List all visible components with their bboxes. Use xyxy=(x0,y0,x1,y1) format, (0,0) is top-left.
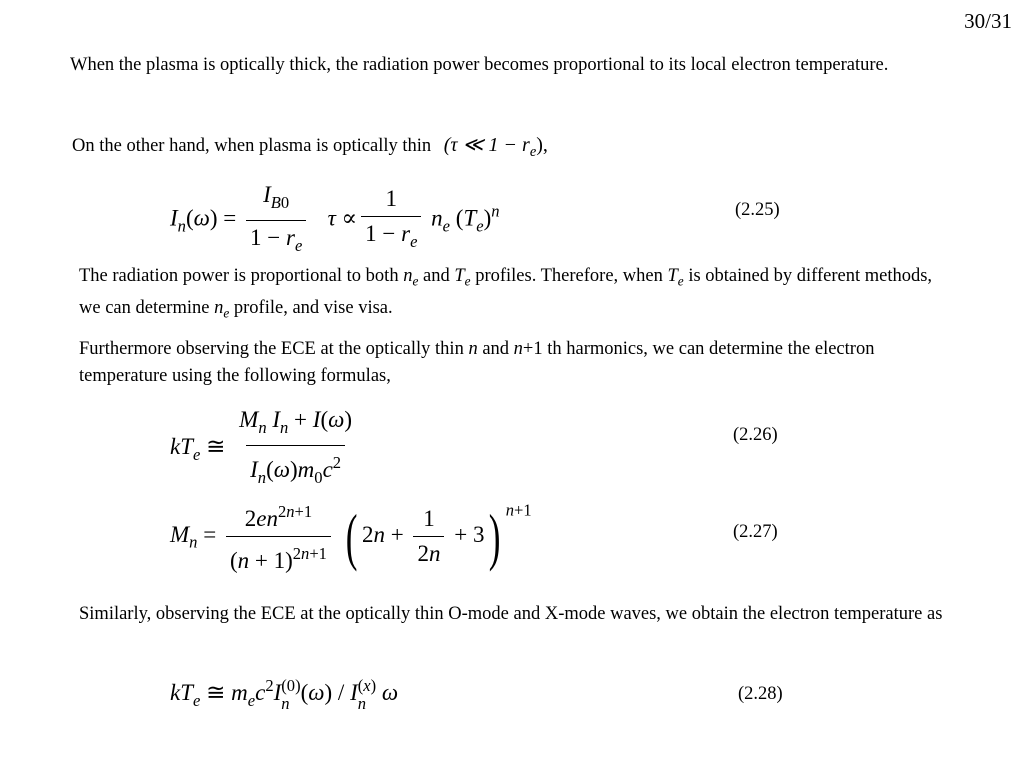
optically-thin-condition: (τ ≪ $1 - r_e$), xyxy=(443,134,548,161)
page-number: 30/31 xyxy=(964,9,1012,33)
paragraph-optically-thin xyxy=(72,132,548,166)
paragraph-o-x-mode: Similarly, observing the ECE at the optically thin O-mode and X-mode waves, we obtain the electron temperature as xyxy=(79,604,943,624)
equation-2-26: $kT_e$ ≅ $\frac{M_n I_n + I(\omega)}{I_n(\omega)m_0c^2}$ xyxy=(170,405,360,493)
equation-2-25: $I_n(\omega)$ = $\frac{I_{B0}}{1 - r_e}$ τ ∝ $\frac{1}{1 - r_e}$ $n_e$ $(T_e)^n$ xyxy=(170,180,500,261)
equation-number-2-28: (2.28) xyxy=(738,684,783,704)
paragraph-radiation-power: The radiation power is proportional to both $n_e$ and $T_e$ profiles. Therefore, when $T_e$ is obtained by different methods, we can determine $n_e$ profile, and vise visa. xyxy=(79,266,933,321)
equation-number-2-26: (2.26) xyxy=(733,425,778,445)
paragraph-harmonics: Furthermore observing the ECE at the optically thin n and n+1 th harmonics, we can determine the electron temperature using the following formulas, xyxy=(79,339,875,386)
optically-thin-text: On the other hand, when plasma is optically thin xyxy=(72,136,432,156)
paragraph-optically-thick: When the plasma is optically thick, the radiation power becomes proportional to its local electron temperature. xyxy=(70,55,889,75)
equation-number-2-25: (2.25) xyxy=(735,200,780,220)
equation-2-27: $M_n$ = $\frac{2en^{2n+1}}{(n + 1)^{2n+1}}$ ( 2n + $\frac{1}{2n}$ + 3) $^{n+1}$ xyxy=(170,497,532,576)
equation-number-2-27: (2.27) xyxy=(733,522,778,542)
equation-2-28: $kT_e$ ≅ $m_ec^2I$ (0) n (ω) / I (x) n ω xyxy=(170,675,399,713)
